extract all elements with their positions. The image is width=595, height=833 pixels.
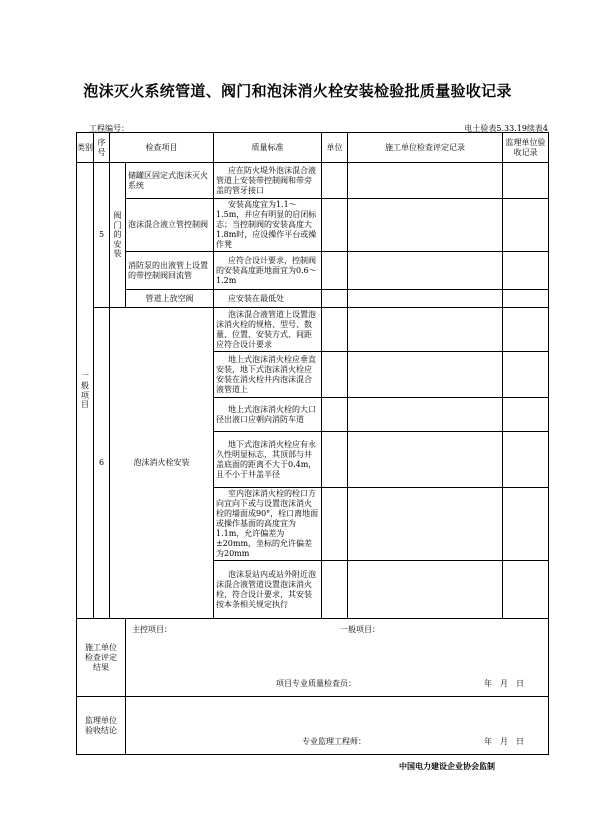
- unit-cell[interactable]: [322, 290, 348, 308]
- quality-inspector-label: 项目专业质量检查员：: [276, 679, 356, 688]
- group5-item-3: 消防泵的出液管上设置的带控制阀回流管: [126, 252, 214, 290]
- header-row: [77, 133, 549, 163]
- group5-name-label: 阀门的安装: [113, 211, 122, 259]
- group5-item-2: 泡沫混合液立管控制阀: [126, 199, 214, 252]
- constructor-record-cell[interactable]: [348, 488, 503, 561]
- group5-standard-3: 应符合设计要求，控制阀的安装高度距地面宜为0.6～1.2m: [214, 252, 322, 290]
- supervisor-conclusion-label: [77, 697, 126, 755]
- supervisor-record-cell[interactable]: [503, 308, 549, 352]
- supervisor-conclusion-row: [77, 697, 549, 755]
- group6-name: 泡沫消火栓安装: [110, 308, 214, 619]
- unit-cell[interactable]: [322, 488, 348, 561]
- constructor-date: 年 月 日: [484, 679, 524, 688]
- supervisor-record-cell[interactable]: [503, 561, 549, 619]
- supervisor-record-cell[interactable]: [503, 398, 549, 432]
- constructor-conclusion-text: 施工单位检查评定结果: [85, 642, 117, 672]
- category-general: [77, 163, 94, 619]
- constructor-record-cell[interactable]: [348, 199, 503, 252]
- supervisor-record-cell[interactable]: [503, 488, 549, 561]
- header-constructor-record: 施工单位检查评定记录: [348, 133, 503, 163]
- header-unit: 单位: [322, 133, 348, 163]
- general-items-label: 一般项目：: [340, 625, 380, 634]
- table-row: [77, 163, 549, 199]
- table-row: [77, 252, 549, 290]
- table-row: [77, 199, 549, 252]
- supervisor-record-cell[interactable]: [503, 163, 549, 199]
- project-number-label: 工程编号：: [89, 124, 129, 133]
- group6-standard-5: 室内泡沫消火栓的栓口方向宜向下或与设置泡沫消火栓的墙面成90°，栓口离地面或操作基面的高度宜为1.1m，允许偏差为±20mm，坐标的允许偏差为20mm: [214, 488, 322, 561]
- constructor-record-cell[interactable]: [348, 163, 503, 199]
- group5-standard-1: 应在防火堤外泡沫混合液管道上安装带控制阀和带旁盖的管牙接口: [214, 163, 322, 199]
- page-title: 泡沫灭火系统管道、阀门和泡沫消火栓安装检验批质量验收记录: [83, 82, 512, 100]
- supervisor-conclusion-cell[interactable]: [126, 697, 549, 755]
- category-general-label: 一般项目: [81, 371, 89, 410]
- constructor-conclusion-cell[interactable]: [126, 619, 549, 697]
- constructor-record-cell[interactable]: [348, 290, 503, 308]
- unit-cell[interactable]: [322, 308, 348, 352]
- unit-cell[interactable]: [322, 163, 348, 199]
- constructor-record-cell[interactable]: [348, 432, 503, 488]
- group5-item-1: 储罐区固定式泡沫灭火系统: [126, 163, 214, 199]
- group6-standard-3: 地上式泡沫消火栓的大口径出液口应朝向消防车道: [214, 398, 322, 432]
- constructor-record-cell[interactable]: [348, 352, 503, 398]
- inspection-table: [76, 132, 549, 755]
- supervisor-engineer-label: 专业监理工程师：: [302, 737, 366, 746]
- supervisor-record-cell[interactable]: [503, 199, 549, 252]
- constructor-conclusion-row: [77, 619, 549, 697]
- supervisor-record-cell[interactable]: [503, 352, 549, 398]
- group5-seq: 5: [94, 163, 110, 308]
- group5-name: [110, 163, 126, 308]
- table-row: [77, 308, 549, 352]
- group5-standard-4: 应安装在最低处: [214, 290, 322, 308]
- header-standard: 质量标准: [214, 133, 322, 163]
- group5-standard-2: 安装高度宜为1.1～1.5m，并应有明显的启闭标志；当控制阀的安装高度大1.8m时，应设操作平台或操作凳: [214, 199, 322, 252]
- unit-cell[interactable]: [322, 561, 348, 619]
- constructor-record-cell[interactable]: [348, 308, 503, 352]
- supervisor-record-cell[interactable]: [503, 252, 549, 290]
- constructor-record-cell[interactable]: [348, 252, 503, 290]
- unit-cell[interactable]: [322, 432, 348, 488]
- main-items-label: 主控项目：: [132, 625, 172, 634]
- constructor-conclusion-label: [77, 619, 126, 697]
- group6-standard-4: 地下式泡沫消火栓应有永久性明显标志，其顶部与井盖底面的距离不大于0.4m，且不小于井盖半径: [214, 432, 322, 488]
- constructor-record-cell[interactable]: [348, 398, 503, 432]
- supervisor-record-cell[interactable]: [503, 290, 549, 308]
- unit-cell[interactable]: [322, 398, 348, 432]
- unit-cell[interactable]: [322, 352, 348, 398]
- supervisor-conclusion-text: 监理单位验收结论: [85, 715, 117, 735]
- footer-supervisor-note: 中国电力建设企业协会监制: [399, 762, 495, 771]
- group6-standard-6: 泡沫泵站内或站外附近泡沫混合液管道设置泡沫消火栓，符合设计要求，其安装按本条相关规定执行: [214, 561, 322, 619]
- constructor-record-cell[interactable]: [348, 561, 503, 619]
- group6-standard-1: 泡沫混合液管道上设置泡沫消火栓的规格、型号、数量、位置、安装方式、间距应符合设计要求: [214, 308, 322, 352]
- unit-cell[interactable]: [322, 199, 348, 252]
- header-supervisor-record: 监理单位验收记录: [503, 133, 549, 163]
- header-category: 类别: [77, 133, 94, 163]
- form-number: 电土验表5.33.19续表4: [464, 124, 548, 133]
- unit-cell[interactable]: [322, 252, 348, 290]
- group6-seq: 6: [94, 308, 110, 619]
- table-row: [77, 290, 549, 308]
- group5-item-4: 管道上放空阀: [126, 290, 214, 308]
- group6-standard-2: 地上式泡沫消火栓应垂直安装，地下式泡沫消火栓应安装在消火栓井内泡沫混合液管道上: [214, 352, 322, 398]
- supervisor-record-cell[interactable]: [503, 432, 549, 488]
- header-seq: 序号: [94, 133, 110, 163]
- header-item: 检查项目: [110, 133, 214, 163]
- supervisor-date: 年 月 日: [484, 737, 524, 746]
